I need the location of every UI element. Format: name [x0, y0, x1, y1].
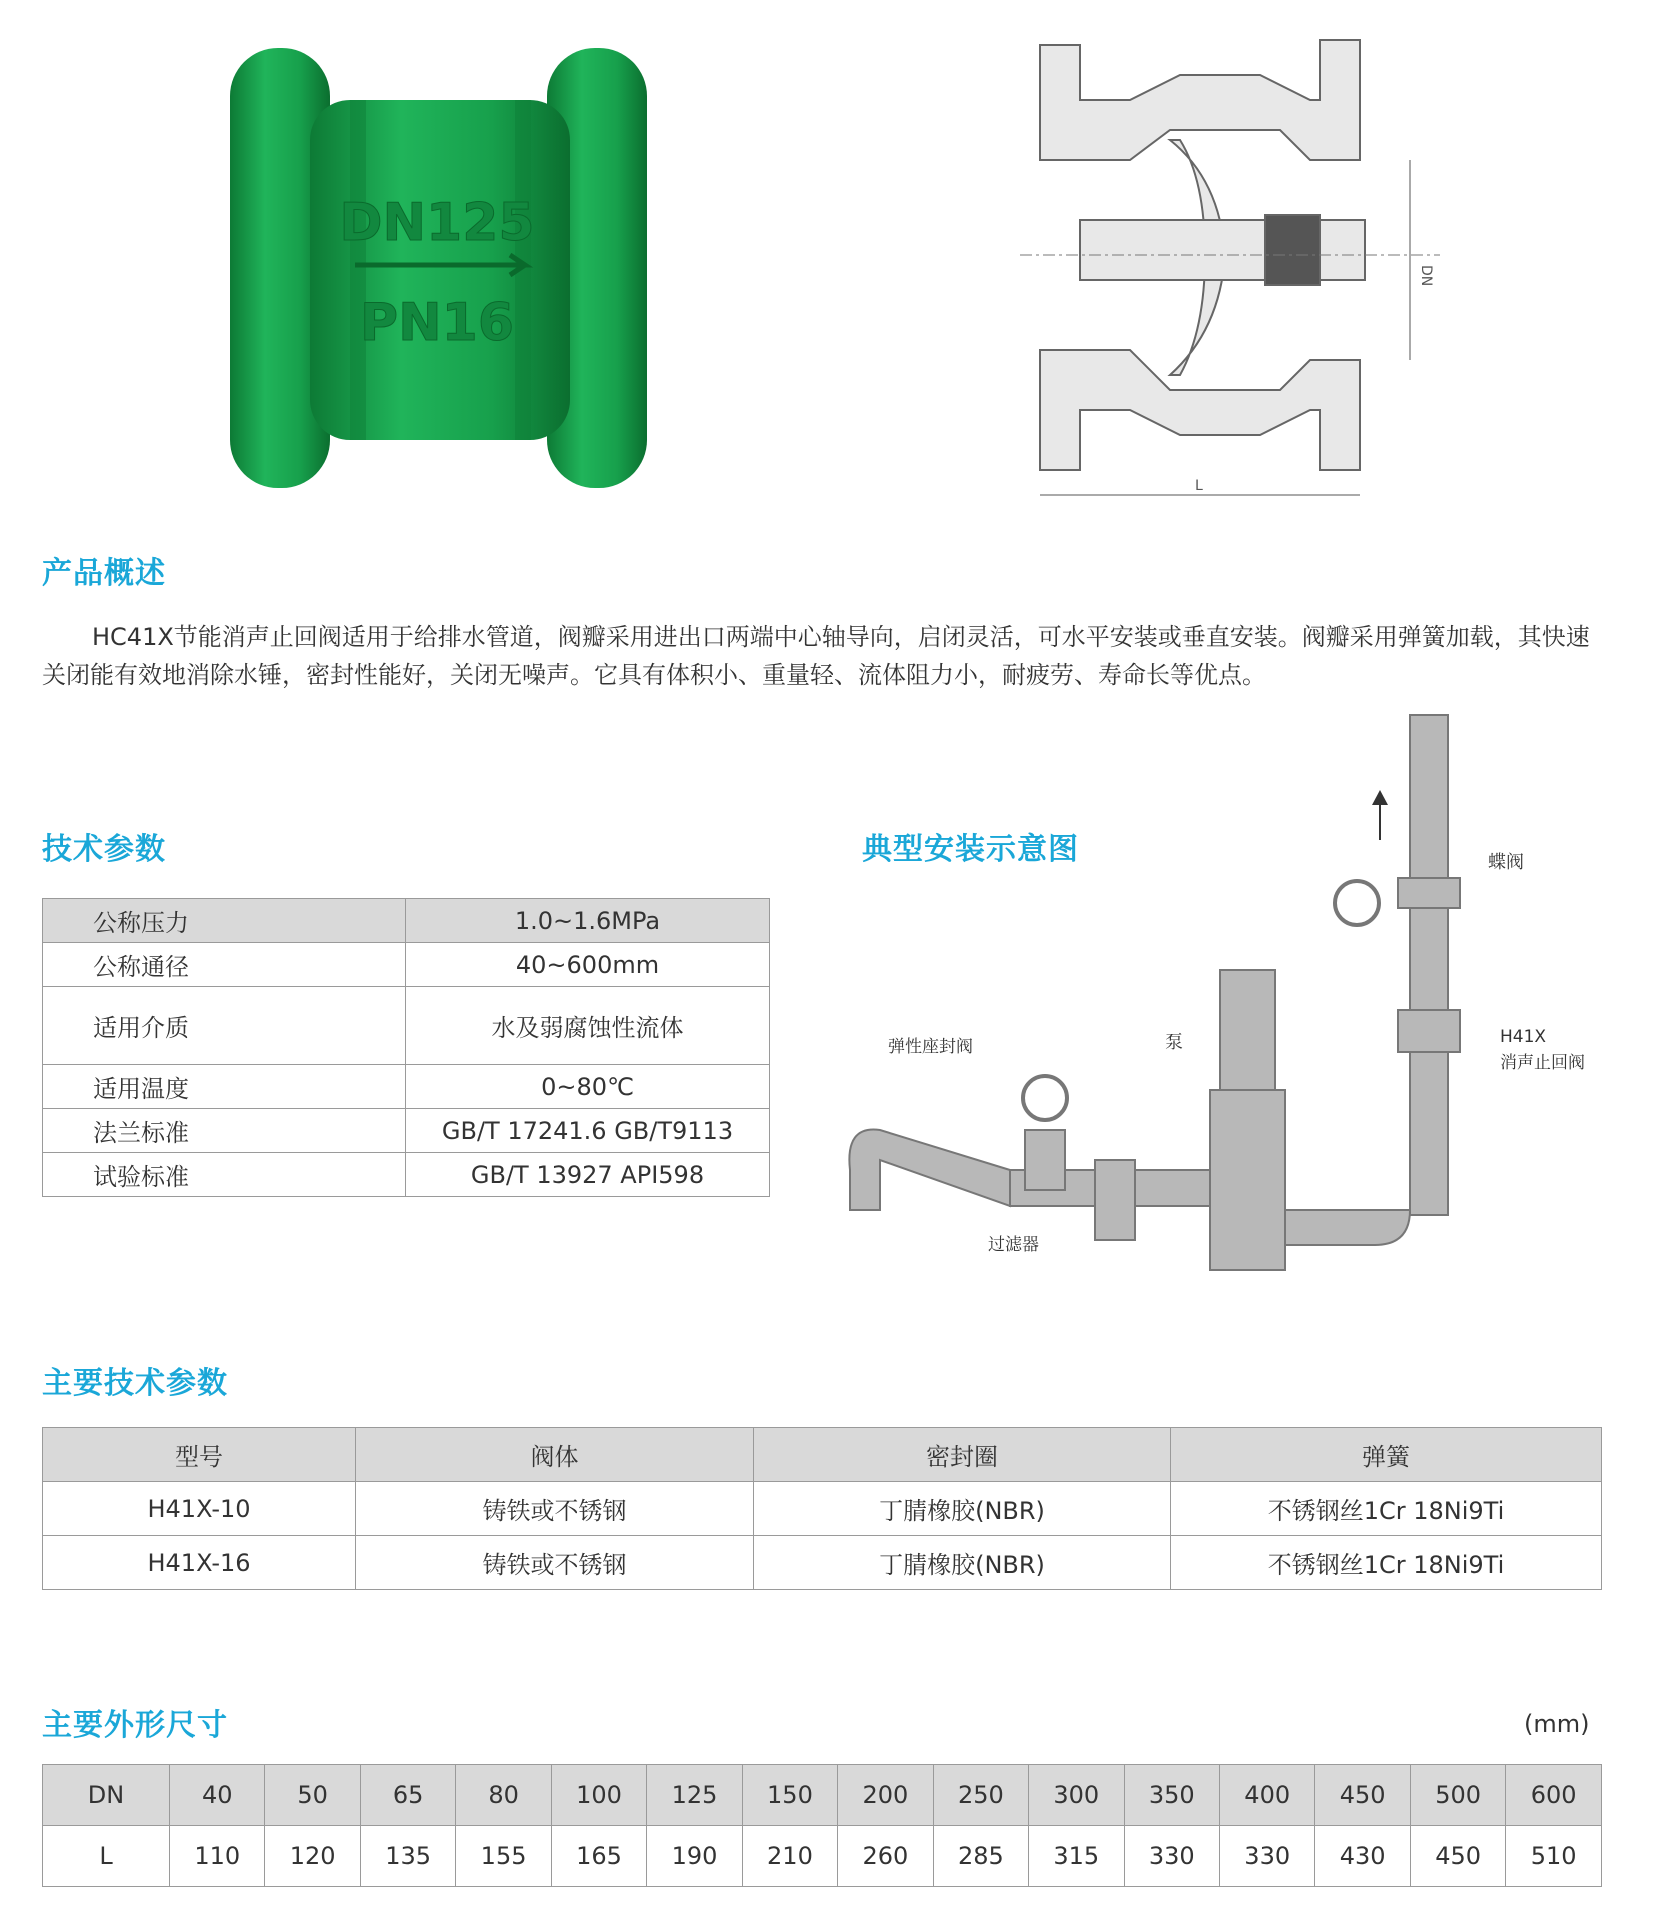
label-butterfly: 蝶阀: [1488, 852, 1524, 873]
l-cell: 120: [265, 1826, 360, 1887]
table-row: [43, 1765, 1602, 1826]
label-check-1: H41X: [1500, 1027, 1547, 1047]
tech-key: 适用温度: [43, 1065, 406, 1109]
label-gate: 弹性座封阀: [888, 1037, 973, 1057]
tech-key: 适用介质: [43, 987, 406, 1065]
table-cell: 不锈钢丝1Cr 18Ni9Ti: [1171, 1536, 1602, 1590]
table-row: [43, 1428, 1602, 1482]
inlet-elbow: [849, 1130, 1010, 1211]
gate-valve: [1025, 1130, 1065, 1190]
dn-label-cell: DN: [43, 1765, 170, 1826]
install-diagram: [840, 690, 1620, 1300]
label-filter: 过滤器: [988, 1235, 1039, 1255]
overview-title: 产品概述: [42, 556, 166, 591]
l-cell: 510: [1506, 1826, 1602, 1887]
l-cell: 285: [933, 1826, 1028, 1887]
drawing-l-label: L: [1195, 478, 1203, 494]
materials-title: 主要技术参数: [42, 1366, 228, 1401]
l-cell: 315: [1029, 1826, 1124, 1887]
l-cell: 135: [360, 1826, 455, 1887]
table-row: [43, 987, 770, 1065]
tech-value: 水及弱腐蚀性流体: [406, 987, 770, 1065]
l-cell: 330: [1124, 1826, 1219, 1887]
materials-table: [42, 1427, 1602, 1590]
table-cell: 铸铁或不锈钢: [356, 1536, 754, 1590]
dn-cell: 600: [1506, 1765, 1602, 1826]
pump-motor: [1220, 970, 1275, 1090]
drawing-body-top: [1040, 40, 1360, 160]
table-row: [43, 943, 770, 987]
overview-text: HC41X节能消声止回阀适用于给排水管道，阀瓣采用进出口两端中心轴导向，启闭灵活，可水平安装或垂直安装。阀瓣采用弹簧加载，其快速关闭能有效地消除水锤，密封性能好，关闭无噪声。它具有体积小、重量轻、流体阻力小，耐疲劳、寿命长等优点。: [42, 623, 1590, 689]
drawing-body-bottom: [1040, 350, 1360, 470]
tech-value: GB/T 13927 API598: [406, 1153, 770, 1197]
header-cell: 密封圈: [754, 1428, 1171, 1482]
table-row: [43, 1536, 1602, 1590]
table-cell: H41X-16: [43, 1536, 356, 1590]
install-title: 典型安装示意图: [862, 832, 1079, 867]
l-cell: 165: [551, 1826, 646, 1887]
dn-cell: 65: [360, 1765, 455, 1826]
header-cell: 型号: [43, 1428, 356, 1482]
dn-cell: 500: [1410, 1765, 1505, 1826]
section-drawing: [1020, 30, 1440, 510]
table-row: [43, 899, 770, 943]
dn-cell: 200: [838, 1765, 933, 1826]
dn-cell: 100: [551, 1765, 646, 1826]
l-cell: 260: [838, 1826, 933, 1887]
dn-cell: 300: [1029, 1765, 1124, 1826]
dn-cell: 250: [933, 1765, 1028, 1826]
table-row: [43, 1109, 770, 1153]
dimensions-table: [42, 1764, 1602, 1887]
table-row: [43, 1482, 1602, 1536]
header-cell: 阀体: [356, 1428, 754, 1482]
table-row: [43, 1065, 770, 1109]
table-cell: H41X-10: [43, 1482, 356, 1536]
table-cell: 铸铁或不锈钢: [356, 1482, 754, 1536]
tech-key: 公称压力: [43, 899, 406, 943]
check-valve: [1398, 1010, 1460, 1052]
dimensions-title: 主要外形尺寸: [42, 1708, 228, 1743]
valve-photo: [225, 40, 655, 500]
table-row: [43, 1153, 770, 1197]
photo-text-dn: DN125: [339, 193, 535, 253]
dn-cell: 40: [170, 1765, 265, 1826]
drawing-dn-label: DN: [1418, 265, 1434, 287]
table-cell: 不锈钢丝1Cr 18Ni9Ti: [1171, 1482, 1602, 1536]
tech-key: 试验标准: [43, 1153, 406, 1197]
l-cell: 110: [170, 1826, 265, 1887]
tech-value: 1.0~1.6MPa: [406, 899, 770, 943]
table-cell: 丁腈橡胶(NBR): [754, 1536, 1171, 1590]
dn-cell: 150: [742, 1765, 837, 1826]
tech-table: [42, 898, 770, 1197]
dn-cell: 450: [1315, 1765, 1410, 1826]
butterfly-valve: [1398, 878, 1460, 908]
dn-cell: 400: [1219, 1765, 1314, 1826]
tech-value: GB/T 17241.6 GB/T9113: [406, 1109, 770, 1153]
l-cell: 210: [742, 1826, 837, 1887]
tech-key: 法兰标准: [43, 1109, 406, 1153]
dn-cell: 125: [647, 1765, 742, 1826]
l-cell: 450: [1410, 1826, 1505, 1887]
riser-pipe: [1410, 715, 1448, 1215]
l-label-cell: L: [43, 1826, 170, 1887]
tech-value: 0~80℃: [406, 1065, 770, 1109]
l-cell: 155: [456, 1826, 551, 1887]
photo-text-pn: PN16: [360, 293, 514, 353]
tech-value: 40~600mm: [406, 943, 770, 987]
dn-cell: 80: [456, 1765, 551, 1826]
l-cell: 330: [1219, 1826, 1314, 1887]
table-cell: 丁腈橡胶(NBR): [754, 1482, 1171, 1536]
dimensions-unit: (mm): [1524, 1710, 1590, 1738]
tech-title: 技术参数: [42, 832, 166, 867]
drawing-shaft: [1080, 220, 1365, 280]
table-row: [43, 1826, 1602, 1887]
label-pump: 泵: [1165, 1032, 1183, 1053]
l-cell: 430: [1315, 1826, 1410, 1887]
tech-key: 公称通径: [43, 943, 406, 987]
dn-cell: 50: [265, 1765, 360, 1826]
l-cell: 190: [647, 1826, 742, 1887]
header-cell: 弹簧: [1171, 1428, 1602, 1482]
dn-cell: 350: [1124, 1765, 1219, 1826]
pump-body: [1210, 1090, 1285, 1270]
filter: [1095, 1160, 1135, 1240]
label-check-2: 消声止回阀: [1500, 1053, 1585, 1073]
